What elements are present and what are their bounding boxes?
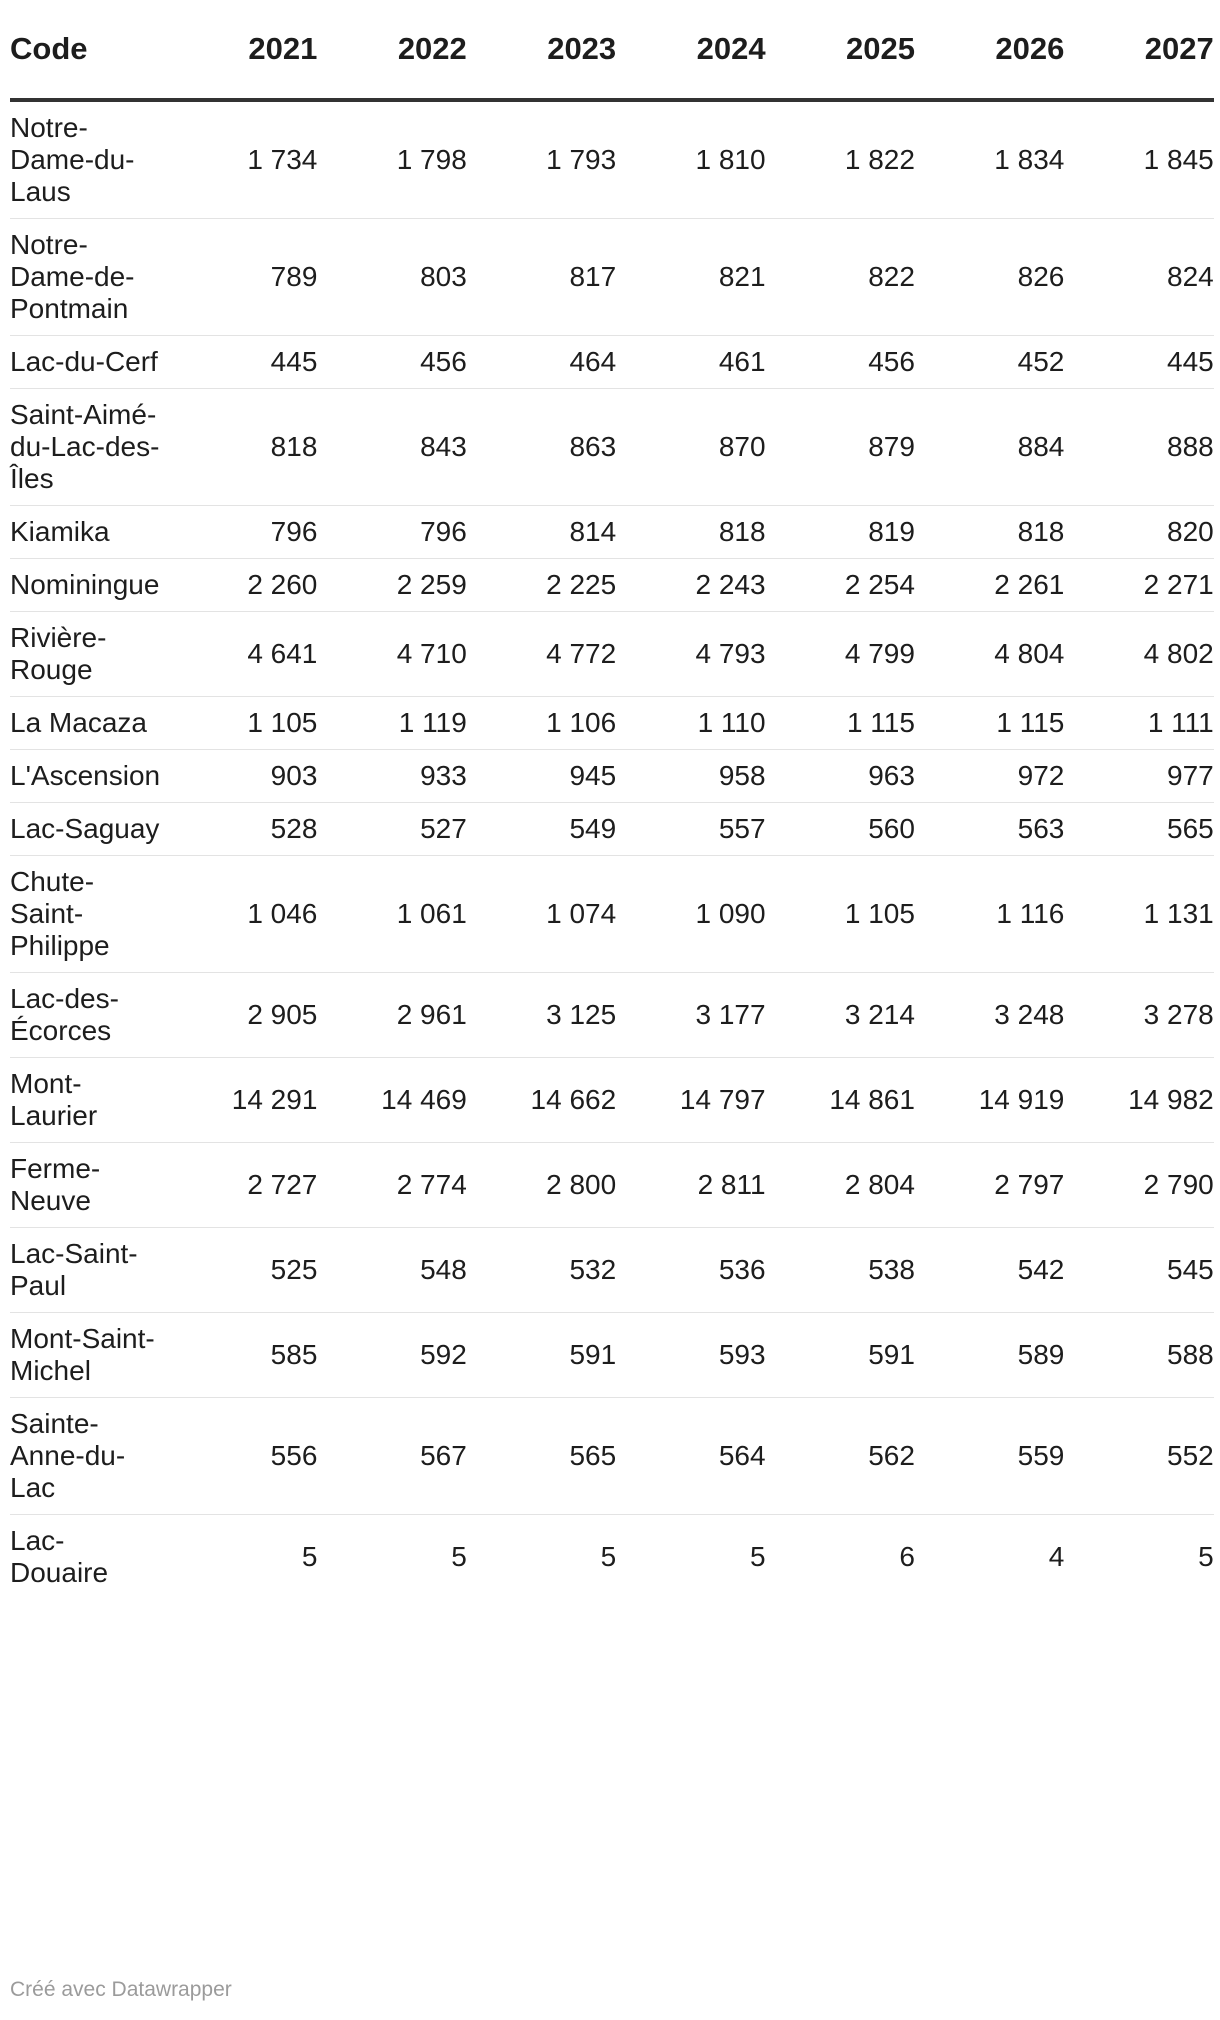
table-cell-value: 6 [899,1541,915,1572]
row-label: Ferme-Neuve [10,1143,168,1228]
table-row [10,1515,1214,1600]
table-cell-value: 445 [168,336,317,389]
table-cell-value: 545 [1064,1228,1213,1313]
table-cell-value: 532 [467,1228,616,1313]
table-cell-value: 1 119 [317,697,466,750]
table-row [10,219,1214,336]
table-row [10,336,1214,389]
table-cell-value: 591 [766,1313,915,1398]
table-cell-value: 863 [467,389,616,506]
table-cell-value: 5 [1198,1541,1214,1572]
table-row [10,973,1214,1058]
table-cell-value: 592 [317,1313,466,1398]
table-cell-value: 888 [1064,389,1213,506]
table-cell-value: 818 [616,506,765,559]
table-cell-value: 2 905 [168,973,317,1058]
row-label: Sainte-Anne-du-Lac [10,1398,168,1515]
table-cell-value: 549 [467,803,616,856]
table-cell-value: 4 804 [915,612,1064,697]
table-cell-value: 5 [301,1541,318,1572]
table-cell-value: 5 [749,1541,766,1572]
table-cell-value: 1 061 [317,856,466,973]
table-cell-value: 3 248 [915,973,1064,1058]
column-header-2025: 2025 [766,0,915,100]
column-header-code: Code [10,0,168,100]
table-cell-value: 3 125 [467,973,616,1058]
table-cell-value: 2 727 [168,1143,317,1228]
table-cell-value: 903 [168,750,317,803]
table-cell-value: 2 797 [915,1143,1064,1228]
table-cell-value: 1 131 [1064,856,1213,973]
table-cell-value: 538 [766,1228,915,1313]
table-cell-value: 2 790 [1064,1143,1213,1228]
population-table [10,0,1214,1599]
row-label: Lac-Douaire [10,1525,109,1588]
table-cell-value: 822 [766,219,915,336]
table-cell-value: 1 106 [467,697,616,750]
table-cell-value: 958 [616,750,765,803]
column-header-2026: 2026 [915,0,1064,100]
table-cell-value: 536 [616,1228,765,1313]
row-label: Mont-Laurier [10,1058,168,1143]
table-cell-value: 1 734 [168,100,317,219]
table-cell-value: 593 [616,1313,765,1398]
table-cell-value: 1 090 [616,856,765,973]
table-row [10,1313,1214,1398]
table-cell-value: 1 110 [616,697,765,750]
table-cell-value: 567 [317,1398,466,1515]
table-header [10,0,1214,100]
row-label: Lac-des-Écorces [10,973,168,1058]
table-cell-value: 527 [317,803,466,856]
table-row [10,1058,1214,1143]
table-cell-value: 528 [168,803,317,856]
row-label: Notre-Dame-de-Pontmain [10,219,168,336]
row-label: Chute-Saint-Philippe [10,856,168,973]
column-header-2027: 2027 [1064,0,1213,100]
table-cell-value: 2 961 [317,973,466,1058]
table-cell-value: 796 [317,506,466,559]
table-cell-value: 2 254 [766,559,915,612]
table-cell-value: 2 259 [317,559,466,612]
table-cell-value: 542 [915,1228,1064,1313]
row-label: Lac-du-Cerf [10,336,168,389]
row-label: Lac-Saguay [10,803,168,856]
table-row [10,100,1214,219]
row-label: Mont-Saint-Michel [10,1313,168,1398]
table-cell-value: 4 641 [168,612,317,697]
table-cell-value: 1 115 [915,697,1064,750]
table-cell-value: 585 [168,1313,317,1398]
table-cell-value: 14 982 [1064,1058,1213,1143]
column-header-2022: 2022 [317,0,466,100]
table-cell-value: 2 225 [467,559,616,612]
table-cell-value: 14 469 [317,1058,466,1143]
table-cell-value: 803 [317,219,466,336]
table-cell-value: 4 799 [766,612,915,697]
table-body [10,100,1214,1599]
table-cell-value: 1 116 [915,856,1064,973]
table-row [10,506,1214,559]
table-cell-value: 3 278 [1064,973,1213,1058]
header-row [10,0,1214,100]
row-label: Notre-Dame-du-Laus [10,100,168,219]
table-cell-value: 1 798 [317,100,466,219]
table-cell-value: 588 [1064,1313,1213,1398]
table-cell-value: 870 [616,389,765,506]
table-cell-value: 564 [616,1398,765,1515]
table-cell-value: 818 [915,506,1064,559]
table-cell-value: 14 291 [168,1058,317,1143]
table-cell-value: 826 [915,219,1064,336]
table-cell-value: 525 [168,1228,317,1313]
table-cell-value: 4 793 [616,612,765,697]
table-cell-value: 456 [317,336,466,389]
table-cell-value: 14 861 [766,1058,915,1143]
table-cell-value: 4 710 [317,612,466,697]
table-row [10,750,1214,803]
table-cell-value: 1 822 [766,100,915,219]
table-cell-value: 819 [766,506,915,559]
table-cell-value: 2 804 [766,1143,915,1228]
table-cell-value: 2 243 [616,559,765,612]
table-cell-value: 2 271 [1064,559,1213,612]
table-row [10,612,1214,697]
table-cell-value: 14 662 [467,1058,616,1143]
table-row [10,697,1214,750]
table-cell-value: 820 [1064,506,1213,559]
table-cell-value: 1 834 [915,100,1064,219]
table-cell-value: 2 811 [616,1143,765,1228]
row-label: La Macaza [10,697,168,750]
table-cell-value: 2 800 [467,1143,616,1228]
table-cell-value: 796 [168,506,317,559]
row-label: Kiamika [10,506,168,559]
table-row [10,1228,1214,1313]
table-cell-value: 2 261 [915,559,1064,612]
datawrapper-credit[interactable]: Créé avec Datawrapper [10,1978,232,2001]
table-cell-value: 879 [766,389,915,506]
table-cell-value: 14 797 [616,1058,765,1143]
table-cell-value: 1 115 [766,697,915,750]
table-cell-value: 933 [317,750,466,803]
table-cell-value: 445 [1064,336,1213,389]
table-cell-value: 1 111 [1064,697,1213,750]
table-cell-value: 818 [168,389,317,506]
table-cell-value: 5 [600,1541,617,1572]
table-cell-value: 972 [915,750,1064,803]
table-cell-value: 1 793 [467,100,616,219]
row-label: L'Ascension [10,750,168,803]
table-cell-value: 4 [1048,1541,1065,1572]
table-cell-value: 963 [766,750,915,803]
table-cell-value: 565 [467,1398,616,1515]
table-cell-value: 565 [1064,803,1213,856]
table-row [10,559,1214,612]
table-cell-value: 559 [915,1398,1064,1515]
table-cell-value: 548 [317,1228,466,1313]
table-cell-value: 591 [467,1313,616,1398]
row-label: Rivière-Rouge [10,612,168,697]
table-cell-value: 977 [1064,750,1213,803]
table-cell-value: 821 [616,219,765,336]
table-cell-value: 452 [915,336,1064,389]
row-label: Nominingue [10,559,168,612]
column-header-2024: 2024 [616,0,765,100]
data-table-container [10,0,1214,1599]
table-row [10,803,1214,856]
table-cell-value: 589 [915,1313,1064,1398]
table-cell-value: 14 919 [915,1058,1064,1143]
table-cell-value: 461 [616,336,765,389]
row-label: Saint-Aimé-du-Lac-des-Îles [10,389,168,506]
table-cell-value: 552 [1064,1398,1213,1515]
table-cell-value: 2 774 [317,1143,466,1228]
table-cell-value: 817 [467,219,616,336]
table-cell-value: 1 810 [616,100,765,219]
table-cell-value: 464 [467,336,616,389]
row-label: Lac-Saint-Paul [10,1228,168,1313]
table-cell-value: 557 [616,803,765,856]
table-cell-value: 2 260 [168,559,317,612]
table-cell-value: 456 [766,336,915,389]
table-cell-value: 884 [915,389,1064,506]
table-cell-value: 563 [915,803,1064,856]
table-cell-value: 843 [317,389,466,506]
table-cell-value: 556 [168,1398,317,1515]
table-cell-value: 3 214 [766,973,915,1058]
column-header-2023: 2023 [467,0,616,100]
table-row [10,1143,1214,1228]
table-cell-value: 3 177 [616,973,765,1058]
table-cell-value: 824 [1064,219,1213,336]
table-row [10,389,1214,506]
table-cell-value: 814 [467,506,616,559]
table-cell-value: 1 105 [766,856,915,973]
table-cell-value: 562 [766,1398,915,1515]
table-cell-value: 1 046 [168,856,317,973]
table-cell-value: 4 802 [1064,612,1213,697]
table-cell-value: 1 845 [1064,100,1213,219]
table-cell-value: 560 [766,803,915,856]
table-row [10,1398,1214,1515]
table-cell-value: 5 [451,1541,467,1572]
table-cell-value: 945 [467,750,616,803]
table-cell-value: 1 074 [467,856,616,973]
table-cell-value: 789 [168,219,317,336]
table-cell-value: 4 772 [467,612,616,697]
table-row [10,856,1214,973]
column-header-2021: 2021 [168,0,317,100]
table-cell-value: 1 105 [168,697,317,750]
